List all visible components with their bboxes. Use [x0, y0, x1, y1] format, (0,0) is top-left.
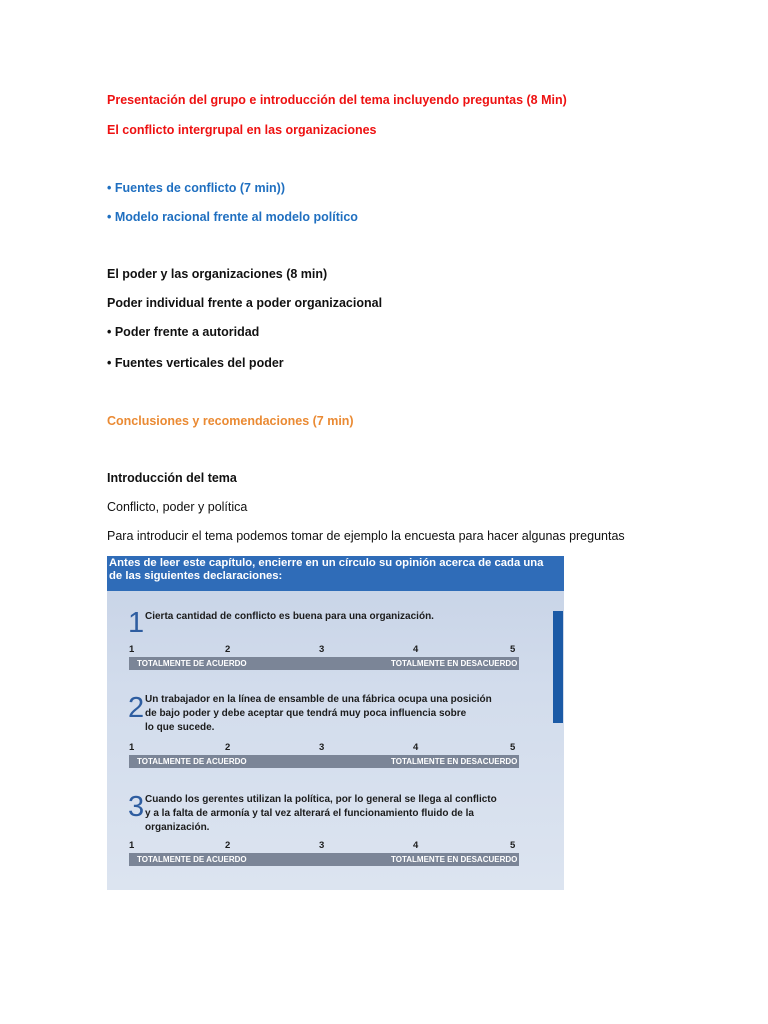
heading-poder-individual: Poder individual frente a poder organizacional — [107, 296, 383, 310]
scale-2: 2 — [225, 644, 231, 655]
heading-conclusiones: Conclusiones y recomendaciones (7 min) — [107, 414, 354, 428]
scale-5: 5 — [510, 742, 516, 753]
agree-label: TOTALMENTE DE ACUERDO — [137, 659, 247, 668]
bullet-fuentes-conflicto: • Fuentes de conflicto (7 min)) — [107, 181, 285, 195]
scale-1: 1 — [129, 840, 135, 851]
text-para-introducir: Para introducir el tema podemos tomar de ejemplo la encuesta para hacer algunas preguntas — [107, 529, 625, 543]
bullet-modelo-racional: • Modelo racional frente al modelo político — [107, 210, 358, 224]
disagree-label: TOTALMENTE EN DESACUERDO — [391, 855, 518, 864]
survey-scale-2 — [129, 742, 519, 752]
disagree-label: TOTALMENTE EN DESACUERDO — [391, 659, 518, 668]
agree-label: TOTALMENTE DE ACUERDO — [137, 855, 247, 864]
question-text-line: organización. — [145, 822, 210, 833]
scale-4: 4 — [413, 840, 419, 851]
scale-4: 4 — [413, 742, 419, 753]
question-text-line: lo que sucede. — [145, 722, 215, 733]
text-conflicto-poder: Conflicto, poder y política — [107, 500, 248, 514]
scale-5: 5 — [510, 840, 516, 851]
heading-poder-organizaciones: El poder y las organizaciones (8 min) — [107, 267, 328, 281]
agreement-bar-3 — [129, 853, 519, 866]
agree-label: TOTALMENTE DE ACUERDO — [137, 757, 247, 766]
question-text-line: Cuando los gerentes utilizan la política, por lo general se llega al conflicto — [145, 794, 497, 805]
scale-1: 1 — [129, 742, 135, 753]
bullet-poder-autoridad: • Poder frente a autoridad — [107, 325, 260, 339]
scale-1: 1 — [129, 644, 135, 655]
scale-3: 3 — [319, 742, 325, 753]
survey-scale-3 — [129, 840, 519, 850]
question-number: 3 — [128, 791, 145, 823]
heading-presentacion: Presentación del grupo e introducción del tema incluyendo preguntas (8 Min) — [107, 93, 567, 107]
scale-3: 3 — [319, 644, 325, 655]
question-number: 2 — [128, 692, 145, 724]
survey-header — [107, 556, 564, 591]
agreement-bar-2 — [129, 755, 519, 768]
question-text-line: y a la falta de armonía y tal vez alterará el funcionamiento fluido de la — [145, 808, 474, 819]
scale-2: 2 — [225, 840, 231, 851]
question-text-line: Un trabajador en la línea de ensamble de una fábrica ocupa una posición — [145, 694, 492, 705]
survey-scale-1 — [129, 644, 519, 654]
survey-side-bar — [553, 611, 563, 723]
question-text-line: de bajo poder y debe aceptar que tendrá muy poca influencia sobre — [145, 708, 467, 719]
scale-5: 5 — [510, 644, 516, 655]
heading-conflicto-intergrupal: El conflicto intergrupal en las organizaciones — [107, 123, 377, 137]
survey-header-text: Antes de leer este capítulo, encierre en un círculo su opinión acerca de cada una de las siguientes declaraciones: — [109, 557, 544, 582]
heading-introduccion: Introducción del tema — [107, 471, 237, 485]
survey-image — [107, 556, 564, 890]
scale-2: 2 — [225, 742, 231, 753]
agreement-bar-1 — [129, 657, 519, 670]
scale-4: 4 — [413, 644, 419, 655]
scale-3: 3 — [319, 840, 325, 851]
question-text: Cierta cantidad de conflicto es buena para una organización. — [145, 611, 434, 622]
question-number: 1 — [128, 607, 145, 639]
bullet-fuentes-verticales: • Fuentes verticales del poder — [107, 356, 284, 370]
disagree-label: TOTALMENTE EN DESACUERDO — [391, 757, 518, 766]
